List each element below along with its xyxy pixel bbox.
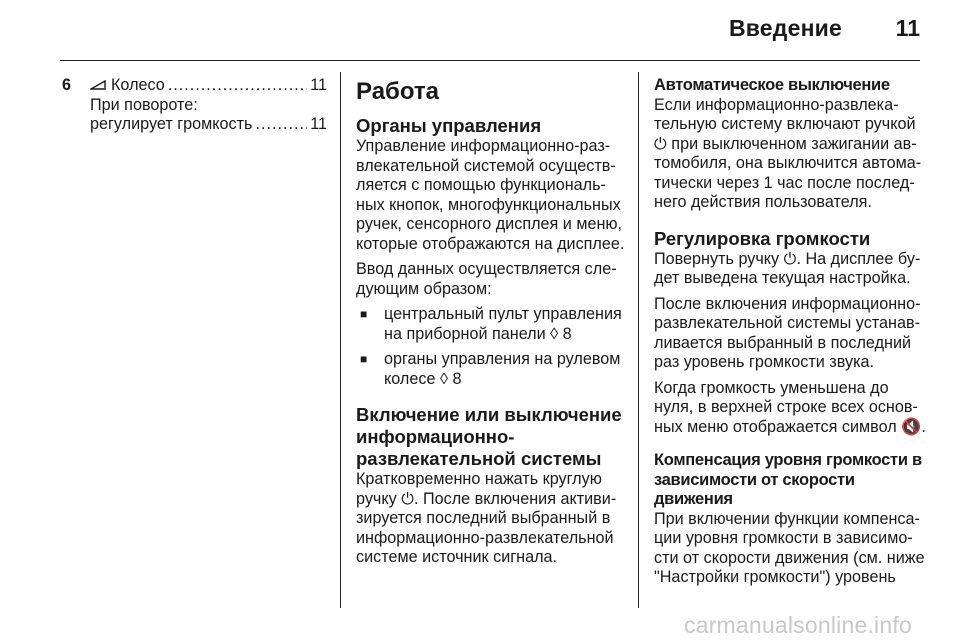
header-rule [60,60,920,61]
speed-compensation-heading: Компенсация уровня громкости в зависимости от скорости движения [654,451,922,508]
bullet-square-icon: ■ [360,352,368,366]
column-divider-2 [638,72,639,608]
watermark: carmanualsonline.info [684,612,912,638]
steering-wheel-icon [90,76,106,96]
auto-off-paragraph: Если информационно-развлекательную систему включают ручкой ⏻ при выключенном зажигании автомобиля, она выключится автоматически через 1 час после последнего действия пользователя. [654,95,922,211]
page-number: 11 [895,15,920,41]
page-title: Введение [728,15,842,41]
column-divider-1 [340,72,341,608]
index-column [62,76,327,135]
controls-paragraph: Управление информационно-развлекательной системой осуществляется с помощью функциональных кнопок, многофункциональных ручек, сенсорного дисплея и меню, которые отображаются на дисплее. [356,137,625,253]
index-entry-text: Колесо [111,76,165,94]
input-paragraph: Ввод данных осуществляется следующим образом: [356,260,617,298]
volume-paragraph-1: Повернуть ручку ⏻. На дисплее будет выведена текущая настройка. [654,249,921,287]
volume-paragraph-2: После включения информационно-развлекательной системы устанавливается выбранный в последний раз уровень громкости звука. [654,294,921,371]
volume-heading: Регулировка громкости [654,227,871,249]
list-item-text: органы управления на рулевом колесе ◊ 8 [384,350,621,388]
power-paragraph: Кратковременно нажать круглую ручку ⏻. После включения активизируется последний выбранный в информационно-развлекательной системе источник сигнала. [356,470,617,566]
speed-compensation-paragraph: При включении функции компенсации уровня громкости в зависимости от скорости движения (см. ниже "Настройки громкости") уровень [654,509,925,586]
index-subentry[interactable] [62,115,327,135]
bullet-square-icon: ■ [360,307,368,321]
power-heading: Включение или выключение информационно-развлекательной системы [356,404,622,469]
index-leader-dots [256,115,308,135]
operation-column [356,76,626,574]
index-subentry-label: При повороте: [90,95,198,114]
index-entry-page: 11 [310,76,327,94]
index-subentry-page: 11 [310,115,327,133]
section-title: Работа [356,78,440,105]
index-subentry-text: регулирует громкость [90,115,253,133]
index-number: 6 [62,76,72,94]
page-header [0,0,960,60]
volume-paragraph-3: Когда громкость уменьшена до нуля, в верхней строке всех основных меню отображается символ 🔇. [654,378,926,436]
list-item-text: центральный пульт управления на приборной панели ◊ 8 [384,305,622,343]
controls-heading: Органы управления [356,115,542,136]
index-leader-dots [168,76,307,96]
list-item [356,305,626,344]
index-entry[interactable] [62,76,327,96]
list-item [356,350,626,389]
volume-column [654,76,926,594]
auto-off-heading: Автоматическое выключение [654,76,890,94]
